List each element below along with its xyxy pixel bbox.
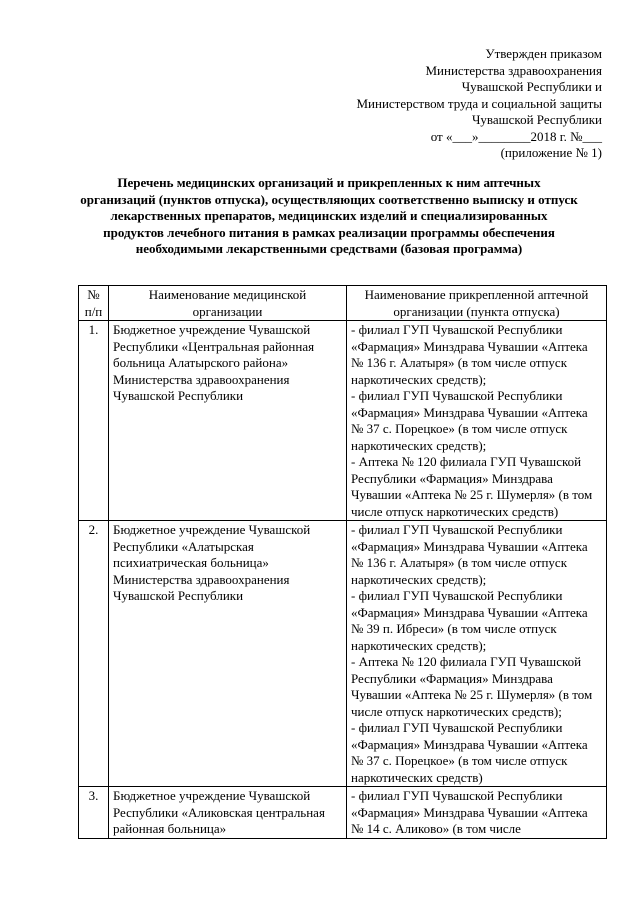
row-pharmacies: [347, 787, 607, 839]
table-row: [79, 521, 607, 787]
pharmacy-item: - филиал ГУП Чувашской Республики «Фармация» Минздрава Чувашии «Аптека № 14 с. Аликово» (в том числе: [351, 788, 588, 836]
row-pharmacies: [347, 321, 607, 521]
pharmacy-item: - филиал ГУП Чувашской Республики «Фармация» Минздрава Чувашии «Аптека № 136 г. Алатыря» (в том числе отпуск наркотических средств);: [351, 522, 588, 587]
row-pharmacies: [347, 521, 607, 787]
pharmacy-item: - филиал ГУП Чувашской Республики «Фармация» Минздрава Чувашии «Аптека № 136 г. Алатыря» (в том числе отпуск наркотических средств);: [351, 322, 588, 387]
approval-line: Министерства здравоохранения: [425, 62, 602, 78]
organizations-table: [78, 285, 607, 839]
approval-line: Чувашской Республики и: [461, 79, 602, 94]
table-header-row: [79, 286, 607, 321]
row-num: 3.: [79, 787, 109, 839]
row-num: 2.: [79, 521, 109, 787]
approval-line: Министерством труда и социальной защиты: [356, 95, 602, 111]
table-row: [79, 321, 607, 521]
pharmacy-item: - Аптека № 120 филиала ГУП Чувашской Республики «Фармация» Минздрава Чувашии «Аптека № 25 г. Шумерля» (в том числе отпуск наркотических средств);: [351, 654, 593, 719]
header-pharmacy: Наименование прикрепленной аптечной организации (пункта отпуска): [347, 286, 607, 321]
row-num: 1.: [79, 321, 109, 521]
pharmacy-item: - Аптека № 120 филиала ГУП Чувашской Республики «Фармация» Минздрава Чувашии «Аптека № 25 г. Шумерля» (в том числе отпуск наркотических средств): [351, 454, 593, 519]
row-org: Бюджетное учреждение Чувашской Республики «Центральная районная больница Алатырского района» Министерства здравоохранения Чувашской Республики: [109, 321, 347, 521]
header-num: № п/п: [79, 286, 109, 321]
approval-line: от «___»________2018 г. №___: [430, 128, 602, 144]
pharmacy-item: - филиал ГУП Чувашской Республики «Фармация» Минздрава Чувашии «Аптека № 37 с. Порецкое» (в том числе отпуск наркотических средств);: [351, 388, 588, 453]
approval-line: (приложение № 1): [500, 145, 602, 160]
pharmacy-item: - филиал ГУП Чувашской Республики «Фармация» Минздрава Чувашии «Аптека № 37 с. Порецкое» (в том числе отпуск наркотических средств): [351, 720, 588, 785]
table-row: [79, 787, 607, 839]
header-org: Наименование медицинской организации: [109, 286, 347, 321]
document-title: Перечень медицинских организаций и прикрепленных к ним аптечных организаций (пунктов отпуска), осуществляющих соответственно выписку и отпуск лекарственных препаратов, медицинских изделий и специализированных продуктов лечебного питания в рамках реализации программы обеспечения необходимыми лекарственными средствами (базовая программа): [80, 175, 578, 256]
approval-block: [282, 46, 602, 162]
approval-line: Утвержден приказом: [485, 46, 602, 61]
approval-line: Чувашской Республики: [471, 112, 602, 127]
pharmacy-item: - филиал ГУП Чувашской Республики «Фармация» Минздрава Чувашии «Аптека № 39 п. Ибреси» (в том числе отпуск наркотических средств);: [351, 588, 588, 653]
row-org: Бюджетное учреждение Чувашской Республики «Алатырская психиатрическая больница» Министерства здравоохранения Чувашской Республики: [109, 521, 347, 787]
row-org: Бюджетное учреждение Чувашской Республики «Аликовская центральная районная больница»: [109, 787, 347, 839]
